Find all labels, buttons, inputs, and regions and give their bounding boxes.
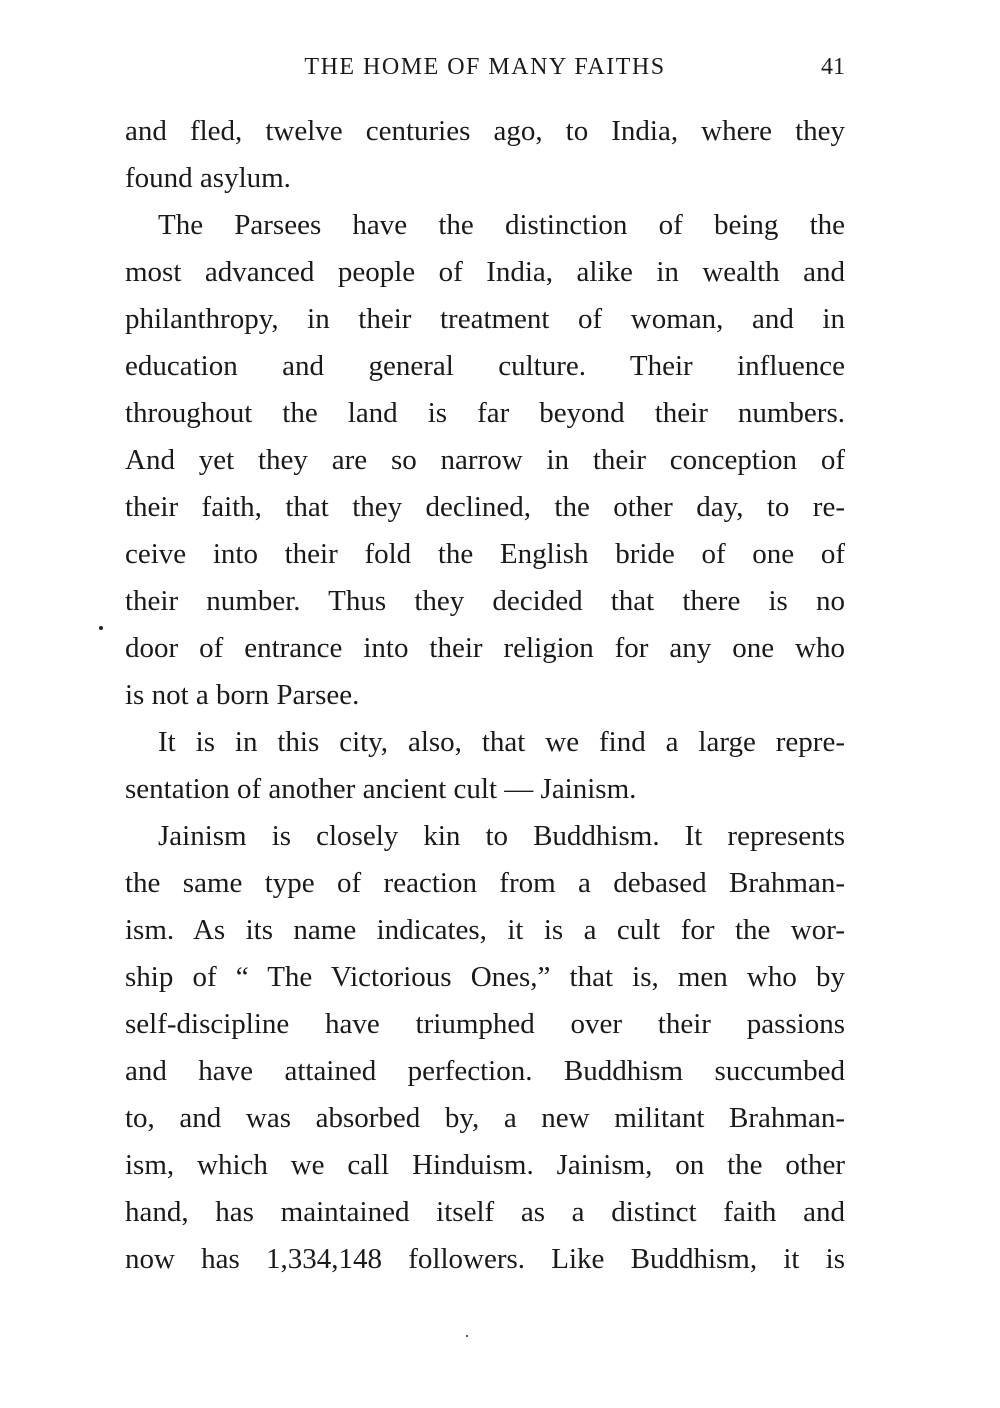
text-line: the same type of reaction from a debased Brahman- [125,867,845,899]
running-head [125,52,845,82]
text-line: throughout the land is far beyond their numbers. [125,397,845,429]
text-line: door of entrance into their religion for any one who [125,632,845,664]
text-line: education and general culture. Their influence [125,350,845,382]
text-line: It is in this city, also, that we find a large repre- [158,726,845,758]
text-line: hand, has maintained itself as a distinct faith and [125,1196,845,1228]
ink-speck [99,626,103,630]
text-line: philanthropy, in their treatment of woman, and in [125,303,845,335]
text-line: The Parsees have the distinction of being the [158,209,845,241]
text-line: self-discipline have triumphed over their passions [125,1008,845,1040]
body-text [125,108,845,1283]
text-line: ceive into their fold the English bride of one of [125,538,845,570]
text-line: their number. Thus they decided that there is no [125,585,845,617]
ink-speck [466,1335,468,1337]
running-title: THE HOME OF MANY FAITHS [304,54,666,80]
text-line: found asylum. [125,162,291,194]
page-number: 41 [821,54,845,80]
text-line: and have attained perfection. Buddhism succumbed [125,1055,845,1087]
text-line: most advanced people of India, alike in wealth and [125,256,845,288]
text-line: and fled, twelve centuries ago, to India, where they [125,115,845,147]
text-line: now has 1,334,148 followers. Like Buddhism, it is [125,1243,845,1275]
text-line: their faith, that they declined, the other day, to re- [125,491,845,523]
text-line: to, and was absorbed by, a new militant Brahman- [125,1102,845,1134]
text-line: ism. As its name indicates, it is a cult for the wor- [125,914,845,946]
text-line: sentation of another ancient cult — Jainism. [125,773,637,805]
text-line: is not a born Parsee. [125,679,360,711]
text-line: And yet they are so narrow in their conception of [125,444,845,476]
text-line: ism, which we call Hinduism. Jainism, on the other [125,1149,845,1181]
text-line: Jainism is closely kin to Buddhism. It represents [158,820,845,852]
text-line: ship of “ The Victorious Ones,” that is, men who by [125,961,845,993]
